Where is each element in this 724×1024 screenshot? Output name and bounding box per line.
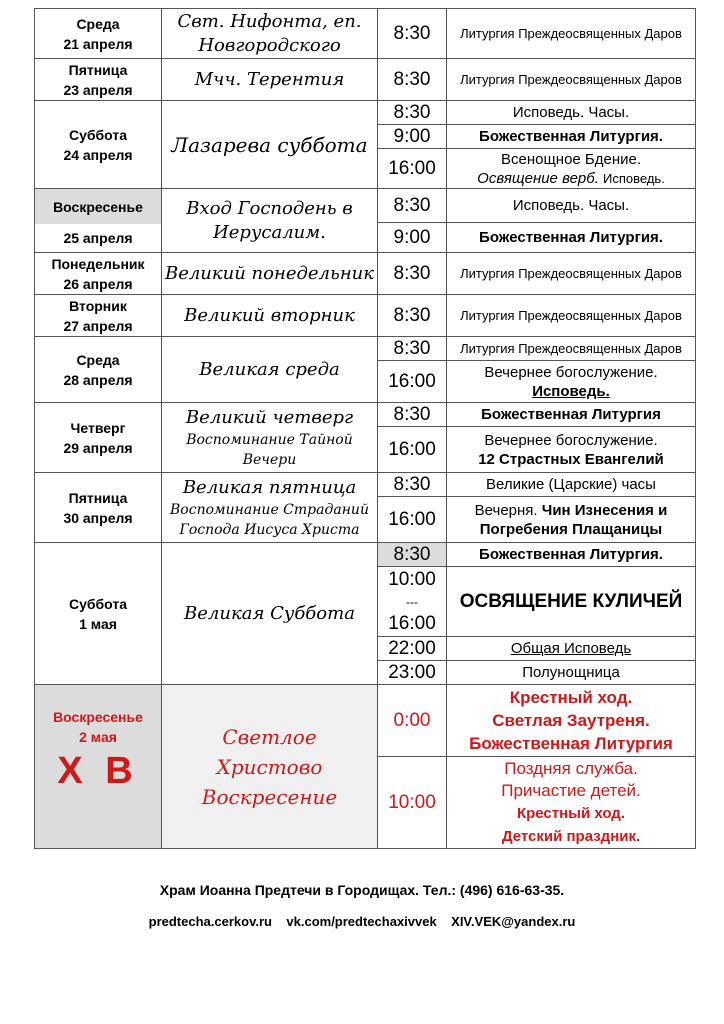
time-start: 10:00 (388, 569, 436, 590)
service-time: 8:30 (378, 59, 447, 101)
service-line: Крестный ход. (509, 688, 633, 707)
time-sep: --- (406, 595, 418, 609)
service-time: 8:30 (378, 253, 447, 295)
date: 27 апреля (63, 317, 133, 334)
service-desc: Общая Исповедь (447, 637, 696, 661)
table-row (35, 189, 696, 223)
service-desc: Полунощница (447, 661, 696, 685)
feast-name: Светлое Христово Воскресение (162, 685, 378, 849)
day-cell (35, 403, 162, 473)
day-cell (35, 189, 162, 253)
day-cell (35, 9, 162, 59)
service-time: 8:30 (378, 337, 447, 361)
schedule-table (34, 8, 696, 849)
service-desc: ОСВЯЩЕНИЕ КУЛИЧЕЙ (447, 567, 696, 637)
table-row (35, 337, 696, 361)
service-line: 12 Страстных Евангелий (478, 450, 664, 468)
church-contacts: Храм Иоанна Предтечи в Городищах. Тел.: (496) 616-63-35. (159, 882, 565, 898)
service-time: 23:00 (378, 661, 447, 685)
feast-name: Свт. Нифонта, еп. Новгородского (162, 9, 378, 59)
service-time: 8:30 (378, 403, 447, 427)
service-line: Причастие детей. (501, 780, 641, 800)
date: 30 апреля (63, 509, 133, 526)
service-desc: Божественная Литургия. (447, 223, 696, 253)
day-cell (35, 473, 162, 543)
service-desc: Литургия Преждеосвященных Даров (447, 9, 696, 59)
table-row (35, 473, 696, 497)
day-cell (35, 543, 162, 685)
service-desc (447, 757, 696, 849)
day-cell (35, 59, 162, 101)
service-line: Всенощное Бдение. (500, 150, 642, 168)
date: 24 апреля (63, 146, 133, 163)
feast-title: Великий четверг (185, 406, 354, 428)
service-line: Вечернее богослужение. (484, 363, 658, 381)
service-time: 8:30 (378, 189, 447, 223)
table-row (35, 295, 696, 337)
service-time: 9:00 (378, 223, 447, 253)
weekday: Вторник (69, 297, 127, 314)
date: 26 апреля (63, 275, 133, 292)
service-line: Освящение верб. (477, 169, 599, 187)
feast-name (162, 403, 378, 473)
day-cell (35, 295, 162, 337)
table-row (35, 59, 696, 101)
feast-name: Великая среда (162, 337, 378, 403)
service-desc: Великие (Царские) часы (447, 473, 696, 497)
service-desc (447, 361, 696, 403)
service-desc: Божественная Литургия. (447, 125, 696, 149)
feast-title: Великая пятница (182, 476, 357, 498)
service-line: Крестный ход. (516, 804, 626, 822)
feast-name: Великая Суббота (162, 543, 378, 685)
date: 2 мая (79, 729, 117, 745)
service-desc (447, 685, 696, 757)
service-line: Поздняя служба. (504, 758, 638, 778)
weekday: Четверг (70, 419, 126, 436)
weekday: Среда (76, 351, 120, 368)
feast-name: Мчч. Терентия (162, 59, 378, 101)
feast-subtitle: Воспоминание Тайной Вечери (186, 431, 353, 468)
service-desc: Литургия Преждеосвященных Даров (447, 59, 696, 101)
service-desc: Исповедь. Часы. (447, 189, 696, 223)
day-cell (35, 337, 162, 403)
weekday: Понедельник (51, 255, 145, 272)
date: 25 апреля (63, 230, 133, 246)
weekday: Суббота (68, 126, 128, 143)
day-cell (35, 101, 162, 189)
service-desc (447, 149, 696, 189)
service-desc: Литургия Преждеосвященных Даров (447, 337, 696, 361)
weekday: Воскресенье (53, 709, 143, 725)
day-cell (35, 253, 162, 295)
feast-subtitle: Воспоминание Страданий Господа Иисуса Христа (170, 501, 369, 538)
service-time: 0:00 (378, 685, 447, 757)
service-desc (447, 497, 696, 543)
feast-name: Великий вторник (162, 295, 378, 337)
service-time: 10:00 (378, 757, 447, 849)
date: 1 мая (79, 615, 117, 632)
table-row (35, 9, 696, 59)
service-time (378, 567, 447, 637)
service-line: Божественная Литургия (469, 734, 673, 753)
feast-name: Лазарева суббота (162, 101, 378, 189)
weekday-highlight (35, 189, 161, 224)
service-time: 8:30 (378, 543, 447, 567)
table-row (35, 403, 696, 427)
service-time: 8:30 (378, 295, 447, 337)
service-desc: Литургия Преждеосвященных Даров (447, 295, 696, 337)
date: 21 апреля (63, 35, 133, 52)
table-row (35, 101, 696, 125)
feast-name (162, 473, 378, 543)
service-line: Чин Изнесения и Погребения Плащаницы (479, 501, 668, 538)
weekday: Пятница (68, 489, 128, 506)
day-cell (35, 685, 162, 849)
date: 29 апреля (63, 439, 133, 456)
service-time: 8:30 (378, 473, 447, 497)
service-time: 22:00 (378, 637, 447, 661)
table-row (35, 685, 696, 757)
service-line: Исповедь. (532, 382, 610, 400)
date: 23 апреля (63, 81, 133, 98)
weekday: Суббота (68, 595, 128, 612)
service-line: Вечерня. (474, 501, 538, 519)
time-end: 16:00 (388, 613, 436, 634)
service-desc: Исповедь. Часы. (447, 101, 696, 125)
service-time: 16:00 (378, 427, 447, 473)
weekday: Среда (76, 15, 120, 32)
easter-mark: Х В (57, 750, 139, 792)
service-desc: Божественная Литургия (447, 403, 696, 427)
service-time: 16:00 (378, 361, 447, 403)
weekday: Воскресенье (53, 198, 143, 215)
feast-name: Великий понедельник (162, 253, 378, 295)
weekday: Пятница (68, 61, 128, 78)
service-desc: Божественная Литургия. (447, 543, 696, 567)
service-time: 8:30 (378, 9, 447, 59)
service-desc: Литургия Преждеосвященных Даров (447, 253, 696, 295)
service-line: Детский праздник. (501, 827, 641, 845)
service-line: Светлая Заутреня. (492, 711, 650, 730)
date: 28 апреля (63, 371, 133, 388)
service-time: 16:00 (378, 149, 447, 189)
service-desc (447, 427, 696, 473)
table-row (35, 253, 696, 295)
service-time: 8:30 (378, 101, 447, 125)
service-time: 16:00 (378, 497, 447, 543)
church-links: predtecha.cerkov.ru vk.com/predtechaxivvek XIV.VEK@yandex.ru (148, 914, 576, 929)
service-line: Исповедь. (603, 170, 665, 186)
service-time: 9:00 (378, 125, 447, 149)
feast-name: Вход Господень в Иерусалим. (162, 189, 378, 253)
table-row (35, 543, 696, 567)
service-line: Вечернее богослужение. (484, 431, 658, 449)
